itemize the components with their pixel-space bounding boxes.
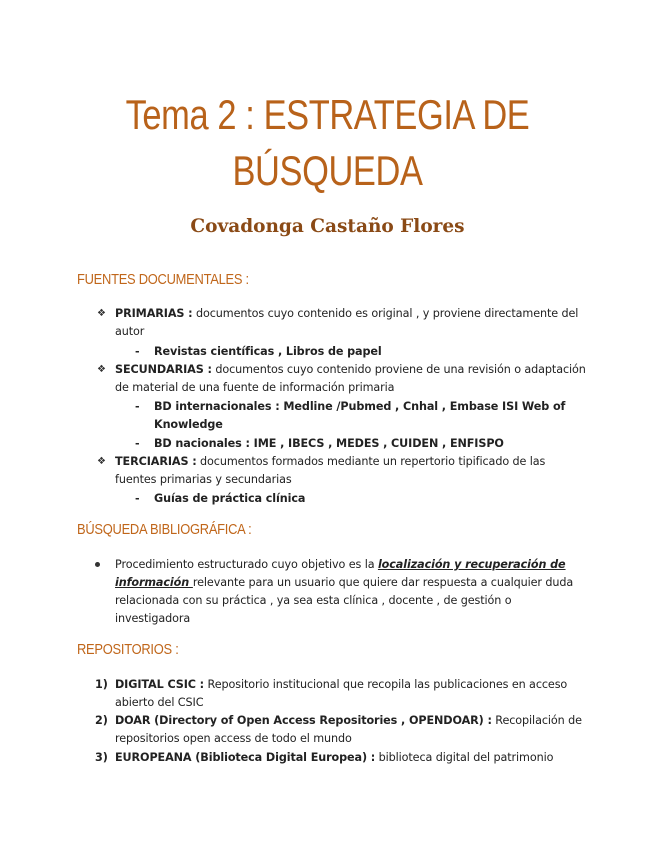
page-title-line-1: Tema 2 : ESTRATEGIA DE	[125, 91, 530, 138]
author-name: Covadonga Castaño Flores	[190, 216, 465, 237]
busqueda-emphasis-1: localización y recuperación de	[377, 558, 566, 571]
busqueda-text-1: Procedimiento estructurado cuyo objetivo es la	[115, 558, 378, 571]
secundarias-line-1	[115, 361, 586, 379]
section-heading-fuentes: FUENTES DOCUMENTALES :	[77, 271, 249, 288]
secundarias-label: SECUNDARIAS :	[115, 363, 212, 376]
diamond-bullet-icon: ❖	[97, 364, 106, 375]
dash-bullet-icon: -	[135, 437, 140, 450]
secundarias-text: documentos cuyo contenido proviene de una revisión o adaptación	[211, 363, 586, 376]
busqueda-text-2: relevante para un usuario que quiere dar respuesta a cualquier duda	[192, 576, 574, 589]
repo-1-line-2: abierto del CSIC	[115, 696, 204, 709]
busqueda-line-4: investigadora	[115, 612, 191, 625]
repo-1-line-1	[115, 676, 567, 694]
terciarias-text: documentos formados mediante un repertorio tipificado de las	[196, 455, 546, 468]
diamond-bullet-icon: ❖	[97, 308, 106, 319]
primarias-text: documentos cuyo contenido es original , y proviene directamente del	[192, 307, 579, 320]
primarias-label: PRIMARIAS :	[115, 307, 193, 320]
repo-1-label: DIGITAL CSIC :	[115, 678, 205, 691]
primarias-line-2: autor	[115, 325, 145, 338]
terciarias-line-2: fuentes primarias y secundarias	[115, 473, 292, 486]
dot-bullet-icon	[95, 562, 100, 567]
terciarias-label: TERCIARIAS :	[115, 455, 197, 468]
repo-1-text: Repositorio institucional que recopila las publicaciones en acceso	[204, 678, 568, 691]
repo-2-line-1	[115, 712, 582, 730]
secundarias-sub-1-line-2: Knowledge	[154, 418, 223, 431]
terciarias-line-1	[115, 453, 545, 471]
repo-3-label: EUROPEANA (Biblioteca Digital Europea) :	[115, 751, 376, 764]
secundarias-sub-1-line-1: BD internacionales : Medline /Pubmed , Cnhal , Embase ISI Web of	[154, 400, 566, 413]
dash-bullet-icon: -	[135, 492, 140, 505]
repo-2-label: DOAR (Directory of Open Access Repositories , OPENDOAR) :	[115, 714, 492, 727]
repo-3-text: biblioteca digital del patrimonio	[375, 751, 554, 764]
diamond-bullet-icon: ❖	[97, 456, 106, 467]
repo-2-text: Recopilación de	[491, 714, 582, 727]
section-heading-busqueda: BÚSQUEDA BIBLIOGRÁFICA :	[77, 521, 252, 538]
list-number: 2)	[95, 714, 108, 727]
repo-3-line-1	[115, 749, 553, 767]
primarias-sub-1: Revistas científicas , Libros de papel	[154, 345, 382, 358]
secundarias-sub-2: BD nacionales : IME , IBECS , MEDES , CUIDEN , ENFISPO	[154, 437, 504, 450]
dash-bullet-icon: -	[135, 400, 140, 413]
terciarias-sub-1: Guías de práctica clínica	[154, 492, 306, 505]
busqueda-line-1	[115, 556, 566, 574]
repo-2-line-2: repositorios open access de todo el mundo	[115, 732, 352, 745]
busqueda-emphasis-2: información	[115, 576, 193, 589]
section-heading-repositorios: REPOSITORIOS :	[77, 641, 179, 658]
list-number: 1)	[95, 678, 108, 691]
page-title-line-2: BÚSQUEDA	[232, 147, 423, 194]
dash-bullet-icon: -	[135, 345, 140, 358]
busqueda-line-3: relacionada con su práctica , ya sea esta clínica , docente , de gestión o	[115, 594, 512, 607]
list-number: 3)	[95, 751, 108, 764]
primarias-line-1	[115, 305, 578, 323]
secundarias-line-2: de material de una fuente de información primaria	[115, 381, 395, 394]
busqueda-line-2	[115, 574, 573, 592]
